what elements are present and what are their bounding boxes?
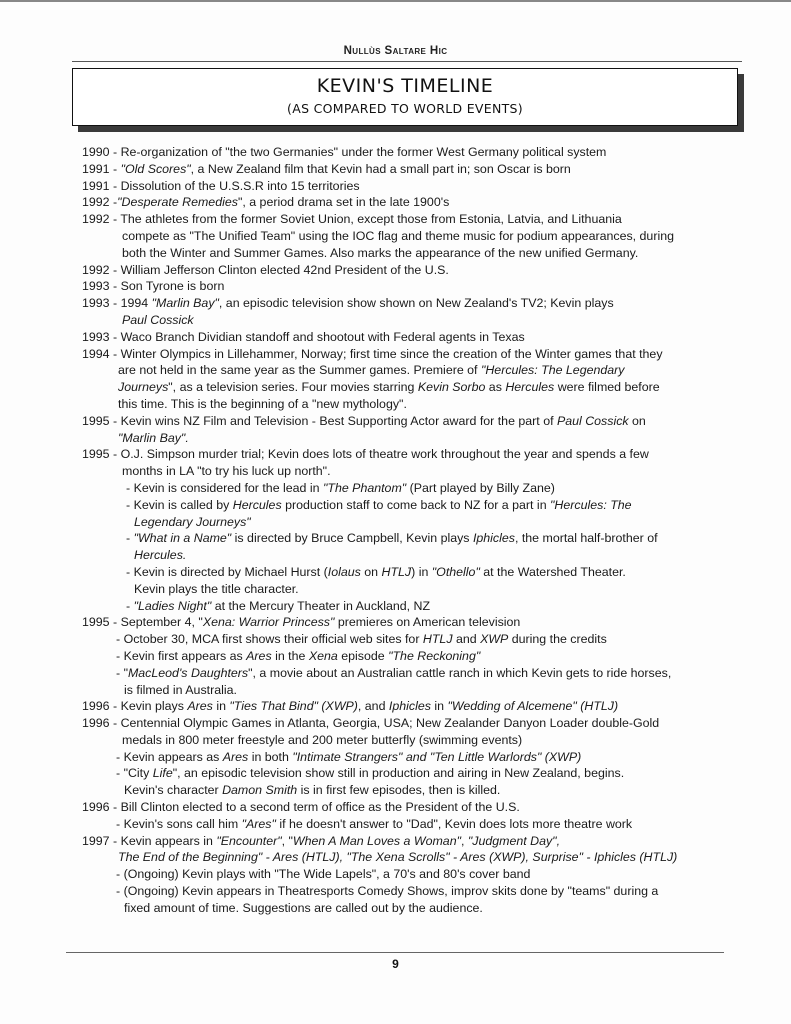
text-run: 1995 - Kevin wins NZ Film and Television - Best Supporting Actor award for the part of [82, 413, 557, 428]
text-run: , " [281, 833, 293, 848]
text-run: in the [271, 648, 309, 663]
timeline-line [82, 665, 722, 682]
italic-text: Ares [222, 749, 249, 764]
italic-text: "What in a Name" [133, 531, 232, 546]
timeline-line [82, 849, 722, 866]
italic-text: Paul Cossick [556, 413, 629, 428]
header-rule [72, 61, 742, 62]
text-run: on [628, 413, 646, 428]
text-run: is in first few episodes, then is killed. [297, 783, 501, 798]
italic-text: "Ares" [241, 816, 276, 831]
text-run: - [126, 531, 134, 546]
text-run: - Kevin is considered for the lead in [126, 480, 323, 495]
text-run: if he doesn't answer to "Dad", Kevin does lots more theatre work [275, 816, 633, 831]
text-run: 1997 - Kevin appears in [82, 833, 217, 848]
italic-text: "Marlin Bay" [151, 296, 219, 311]
timeline-line [82, 581, 722, 598]
text-run: were filmed before [554, 380, 660, 395]
italic-text: Ares [187, 699, 213, 714]
italic-text: Paul Cossick [122, 312, 194, 327]
text-run: during the credits [508, 632, 607, 647]
timeline-line [82, 598, 722, 615]
text-run: - " [116, 665, 128, 680]
text-run: - Kevin's sons call him [116, 816, 242, 831]
footer-rule [66, 952, 724, 953]
page-subtitle: (AS COMPARED TO WORLD EVENTS) [287, 101, 523, 116]
text-run: - October 30, MCA first shows their official web sites for [116, 632, 423, 647]
italic-text: HTLJ [381, 564, 412, 579]
text-run: this time. This is the beginning of a "new mythology". [118, 396, 407, 411]
italic-text: Iphicles [388, 699, 431, 714]
text-run: in both [248, 749, 293, 764]
text-run: - Kevin is called by [126, 497, 233, 512]
text-run: in [212, 699, 230, 714]
timeline-entry [82, 194, 722, 211]
text-run: are not held in the same year as the Summer games. Premiere of [118, 363, 481, 378]
text-run: 1996 - Centennial Olympic Games in Atlanta, Georgia, USA; New Zealander Danyon Loader double-Gold [82, 716, 660, 731]
text-run: medals in 800 meter freestyle and 200 meter butterfly (swimming events) [122, 732, 523, 747]
italic-text: "The Reckoning" [388, 648, 481, 663]
text-run: 1993 - Waco Branch Dividian standoff and shootout with Federal agents in Texas [82, 329, 525, 344]
timeline-entry [82, 614, 722, 631]
timeline-line [82, 648, 722, 665]
timeline-entry [82, 211, 722, 228]
italic-text: "Encounter" [216, 833, 282, 848]
text-run: premieres on American television [334, 615, 521, 630]
text-run: 1992 - The athletes from the former Soviet Union, except those from Estonia, Latvia, and Lithuania [82, 212, 622, 227]
timeline-line [82, 564, 722, 581]
timeline-line [82, 682, 722, 699]
timeline-line [82, 480, 722, 497]
text-run: 1991 - Dissolution of the U.S.S.R into 15 territories [82, 178, 360, 193]
timeline-line [82, 463, 722, 480]
italic-text: "Hercules: The Legendary [480, 363, 625, 378]
timeline-line [82, 497, 722, 514]
italic-text: Life [152, 766, 173, 781]
text-run: and [452, 632, 481, 647]
text-run: as [485, 380, 506, 395]
timeline-entry [82, 346, 722, 363]
timeline-line [82, 379, 722, 396]
text-run: 1990 - Re-organization of "the two Germanies" under the former West Germany political system [82, 145, 607, 159]
text-run: 1995 - O.J. Simpson murder trial; Kevin does lots of theatre work throughout the year and spends a few [82, 447, 649, 462]
timeline-line [82, 396, 722, 413]
timeline-entry [82, 144, 722, 161]
timeline-entry [82, 413, 722, 430]
italic-text: Legendary Journeys" [134, 514, 251, 529]
italic-text: "Hercules: The [550, 497, 632, 512]
text-run: 1995 - September 4, " [82, 615, 203, 630]
italic-text: "The Phantom" [322, 480, 407, 495]
italic-text: Iphicles [472, 531, 515, 546]
text-run: Kevin plays the title character. [134, 581, 299, 596]
timeline-line [82, 514, 722, 531]
timeline-line [82, 547, 722, 564]
text-run: episode [337, 648, 389, 663]
page-number: 9 [392, 957, 399, 971]
italic-text: "Othello" [431, 564, 480, 579]
italic-text: "Ties That Bind" (XWP) [229, 699, 358, 714]
italic-text: Hercules [505, 380, 555, 395]
italic-text: "Old Scores" [120, 161, 191, 176]
title-box [72, 68, 738, 126]
text-run: - [126, 598, 134, 613]
italic-text: Ares [246, 648, 272, 663]
text-run: ", as a television series. Four movies starring [168, 380, 418, 395]
text-run: both the Winter and Summer Games. Also marks the appearance of the new unified Germany. [122, 245, 639, 260]
text-run: - (Ongoing) Kevin plays with "The Wide Lapels", a 70's and 80's cover band [116, 867, 531, 882]
timeline-entry [82, 262, 722, 279]
timeline-line [82, 883, 722, 900]
italic-text: When A Man Loves a Woman" [292, 833, 461, 848]
timeline-line [82, 816, 722, 833]
timeline-line [82, 362, 722, 379]
text-run: fixed amount of time. Suggestions are called out by the audience. [124, 900, 483, 915]
timeline-entry [82, 446, 722, 463]
timeline-line [82, 782, 722, 799]
text-run: , a New Zealand film that Kevin had a small part in; son Oscar is born [190, 161, 571, 176]
timeline-line [82, 631, 722, 648]
text-run: is filmed in Australia. [124, 682, 237, 697]
page-top-edge [0, 0, 791, 2]
italic-text: "Intimate Strangers" and "Ten Little Warlords" (XWP) [292, 749, 582, 764]
text-run: at the Mercury Theater in Auckland, NZ [211, 598, 431, 613]
text-run: 1993 - 1994 [82, 296, 152, 311]
text-run: 1992 - William Jefferson Clinton elected 42nd President of the U.S. [82, 262, 449, 277]
timeline-entry [82, 295, 722, 312]
text-run: 1996 - Kevin plays [82, 699, 188, 714]
text-run: - Kevin is directed by Michael Hurst ( [126, 564, 328, 579]
text-run: - Kevin first appears as [116, 648, 247, 663]
text-run: ", a movie about an Australian cattle ranch in which Kevin gets to ride horses, [248, 665, 672, 680]
timeline-entry [82, 799, 722, 816]
timeline-line [82, 228, 722, 245]
text-run: 1994 - Winter Olympics in Lillehammer, Norway; first time since the creation of the Winter games that they [82, 346, 663, 361]
timeline-entry [82, 178, 722, 195]
italic-text: "Wedding of Alcemene" (HTLJ) [447, 699, 619, 714]
text-run: is directed by Bruce Campbell, Kevin plays [231, 531, 473, 546]
text-run: production staff to come back to NZ for a part in [281, 497, 551, 512]
timeline-line [82, 530, 722, 547]
italic-text: Iolaus [327, 564, 361, 579]
italic-text: "Judgment Day", [467, 833, 561, 848]
text-run: - "City [116, 766, 153, 781]
italic-text: XWP [480, 632, 509, 647]
timeline-line [82, 732, 722, 749]
timeline-line [82, 900, 722, 917]
timeline-line [82, 765, 722, 782]
text-run: 1993 - Son Tyrone is born [82, 279, 225, 294]
italic-text: HTLJ [422, 632, 453, 647]
text-run: (Part played by Billy Zane) [406, 480, 555, 495]
text-run: at the Watershed Theater. [479, 564, 626, 579]
text-run: , an episodic television show shown on New Zealand's TV2; Kevin plays [218, 296, 614, 311]
italic-text: MacLeod's Daughters [127, 665, 249, 680]
italic-text: Hercules [232, 497, 282, 512]
text-run: in [430, 699, 448, 714]
text-run: ", an episodic television show still in production and airing in New Zealand, begins. [172, 766, 625, 781]
text-run: , the mortal half-brother of [514, 531, 658, 546]
text-run: - Kevin appears as [116, 749, 223, 764]
italic-text: Kevin Sorbo [417, 380, 486, 395]
italic-text: Xena: Warrior Princess" [202, 615, 335, 630]
text-run: , [460, 833, 468, 848]
running-head: Nullùs Saltare Hic [343, 45, 448, 57]
text-run: Kevin's character [124, 783, 223, 798]
timeline-line [82, 430, 722, 447]
timeline-list [82, 144, 722, 917]
page-title: KEVIN'S TIMELINE [316, 75, 494, 97]
timeline-line [82, 866, 722, 883]
timeline-entry [82, 329, 722, 346]
text-run: on [360, 564, 382, 579]
timeline-line [82, 749, 722, 766]
timeline-entry [82, 715, 722, 732]
text-run: 1996 - Bill Clinton elected to a second term of office as the President of the U.S. [82, 800, 520, 815]
italic-text: "Ladies Night" [133, 598, 212, 613]
italic-text: The End of the Beginning" - Ares (HTLJ), "The Xena Scrolls" - Ares (XWP), Surprise" - Iphicles (HTLJ) [118, 850, 678, 865]
timeline-line [82, 245, 722, 262]
italic-text: "Marlin Bay". [118, 430, 189, 445]
text-run: 1991 - [82, 161, 121, 176]
timeline-entry [82, 698, 722, 715]
text-run: , and [357, 699, 389, 714]
italic-text: Damon Smith [222, 783, 298, 798]
timeline-entry [82, 278, 722, 295]
text-run: months in LA "to try his luck up north". [122, 464, 331, 479]
text-run: 1992 - [82, 195, 118, 210]
italic-text: Hercules. [134, 548, 187, 563]
text-run: - (Ongoing) Kevin appears in Theatresports Comedy Shows, improv skits done by "teams" during a [116, 884, 659, 899]
timeline-entry [82, 161, 722, 178]
timeline-line [82, 312, 722, 329]
timeline-entry [82, 833, 722, 850]
text-run: ) in [411, 564, 432, 579]
italic-text: Xena [308, 648, 338, 663]
italic-text: Journeys [118, 380, 169, 395]
italic-text: "Desperate Remedies [117, 195, 238, 210]
text-run: ", a period drama set in the late 1900's [237, 195, 450, 210]
text-run: compete as "The Unified Team" using the IOC flag and theme music for podium appearances, during [122, 228, 674, 243]
